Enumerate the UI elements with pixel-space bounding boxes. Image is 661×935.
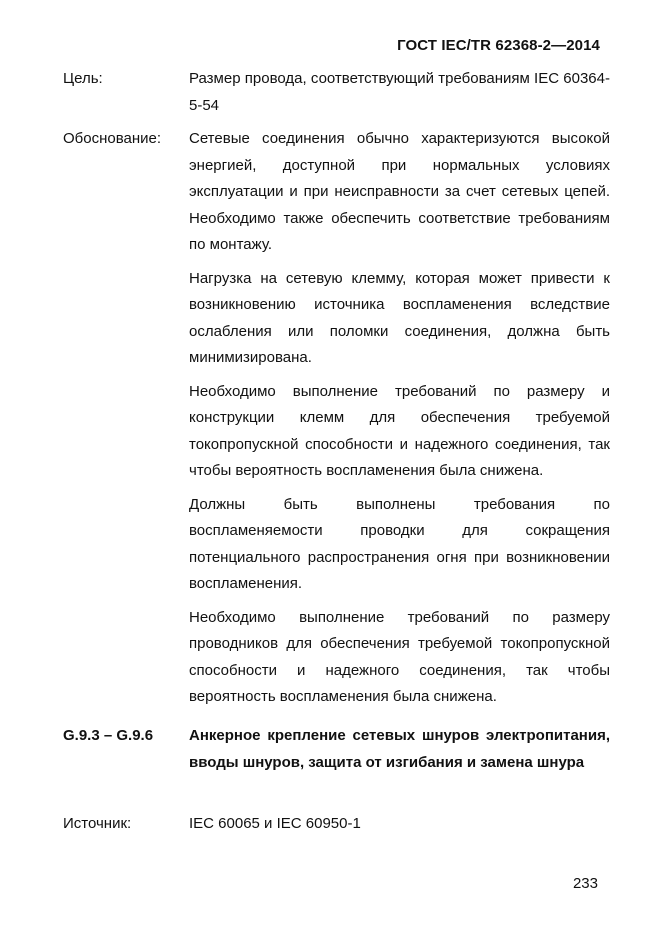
rationale-content [189,126,610,718]
rationale-paragraph: Сетевые соединения обычно характеризуются высокой энергией, доступной при нормальных условиях эксплуатации и при неисправности за счет сетевых цепей. Необходимо также обеспечить соответствие требованиям по монтажу. [189,130,610,253]
purpose-text: Размер провода, соответствующий требованиям IEC 60364-5-54 [189,70,610,114]
clause-content [189,723,610,783]
source-content [189,811,610,845]
document-header: ГОСТ IEC/TR 62368-2—2014 [397,37,600,54]
clause-number: G.9.3 – G.9.6 [63,727,154,744]
source-label: Источник: [63,815,132,832]
source-text: IEC 60065 и IEC 60950-1 [189,815,361,832]
purpose-content [189,66,610,126]
rationale-label: Обоснование: [63,130,162,147]
rationale-paragraph: Необходимо выполнение требований по размеру и конструкции клемм для обеспечения требуемой токопропускной способности и надежного соединения, так чтобы вероятность воспламенения была снижена. [189,382,610,479]
rationale-paragraph: Нагрузка на сетевую клемму, которая может привести к возникновению источника воспламенения вследствие ослабления или поломки соединения, должна быть минимизирована. [189,269,610,366]
purpose-label: Цель: [63,70,103,87]
rationale-paragraph: Должны быть выполнены требования по воспламеняемости проводки для сокращения потенциального распространения огня при возникновении воспламенения. [189,495,610,592]
page-number: 233 [572,875,598,892]
clause-title: Анкерное крепление сетевых шнуров электропитания, вводы шнуров, защита от изгибания и замена шнура [189,727,610,771]
rationale-paragraph: Необходимо выполнение требований по размеру проводников для обеспечения требуемой токопропускной способности и надежного соединения, так чтобы вероятность воспламенения была снижена. [189,608,610,705]
